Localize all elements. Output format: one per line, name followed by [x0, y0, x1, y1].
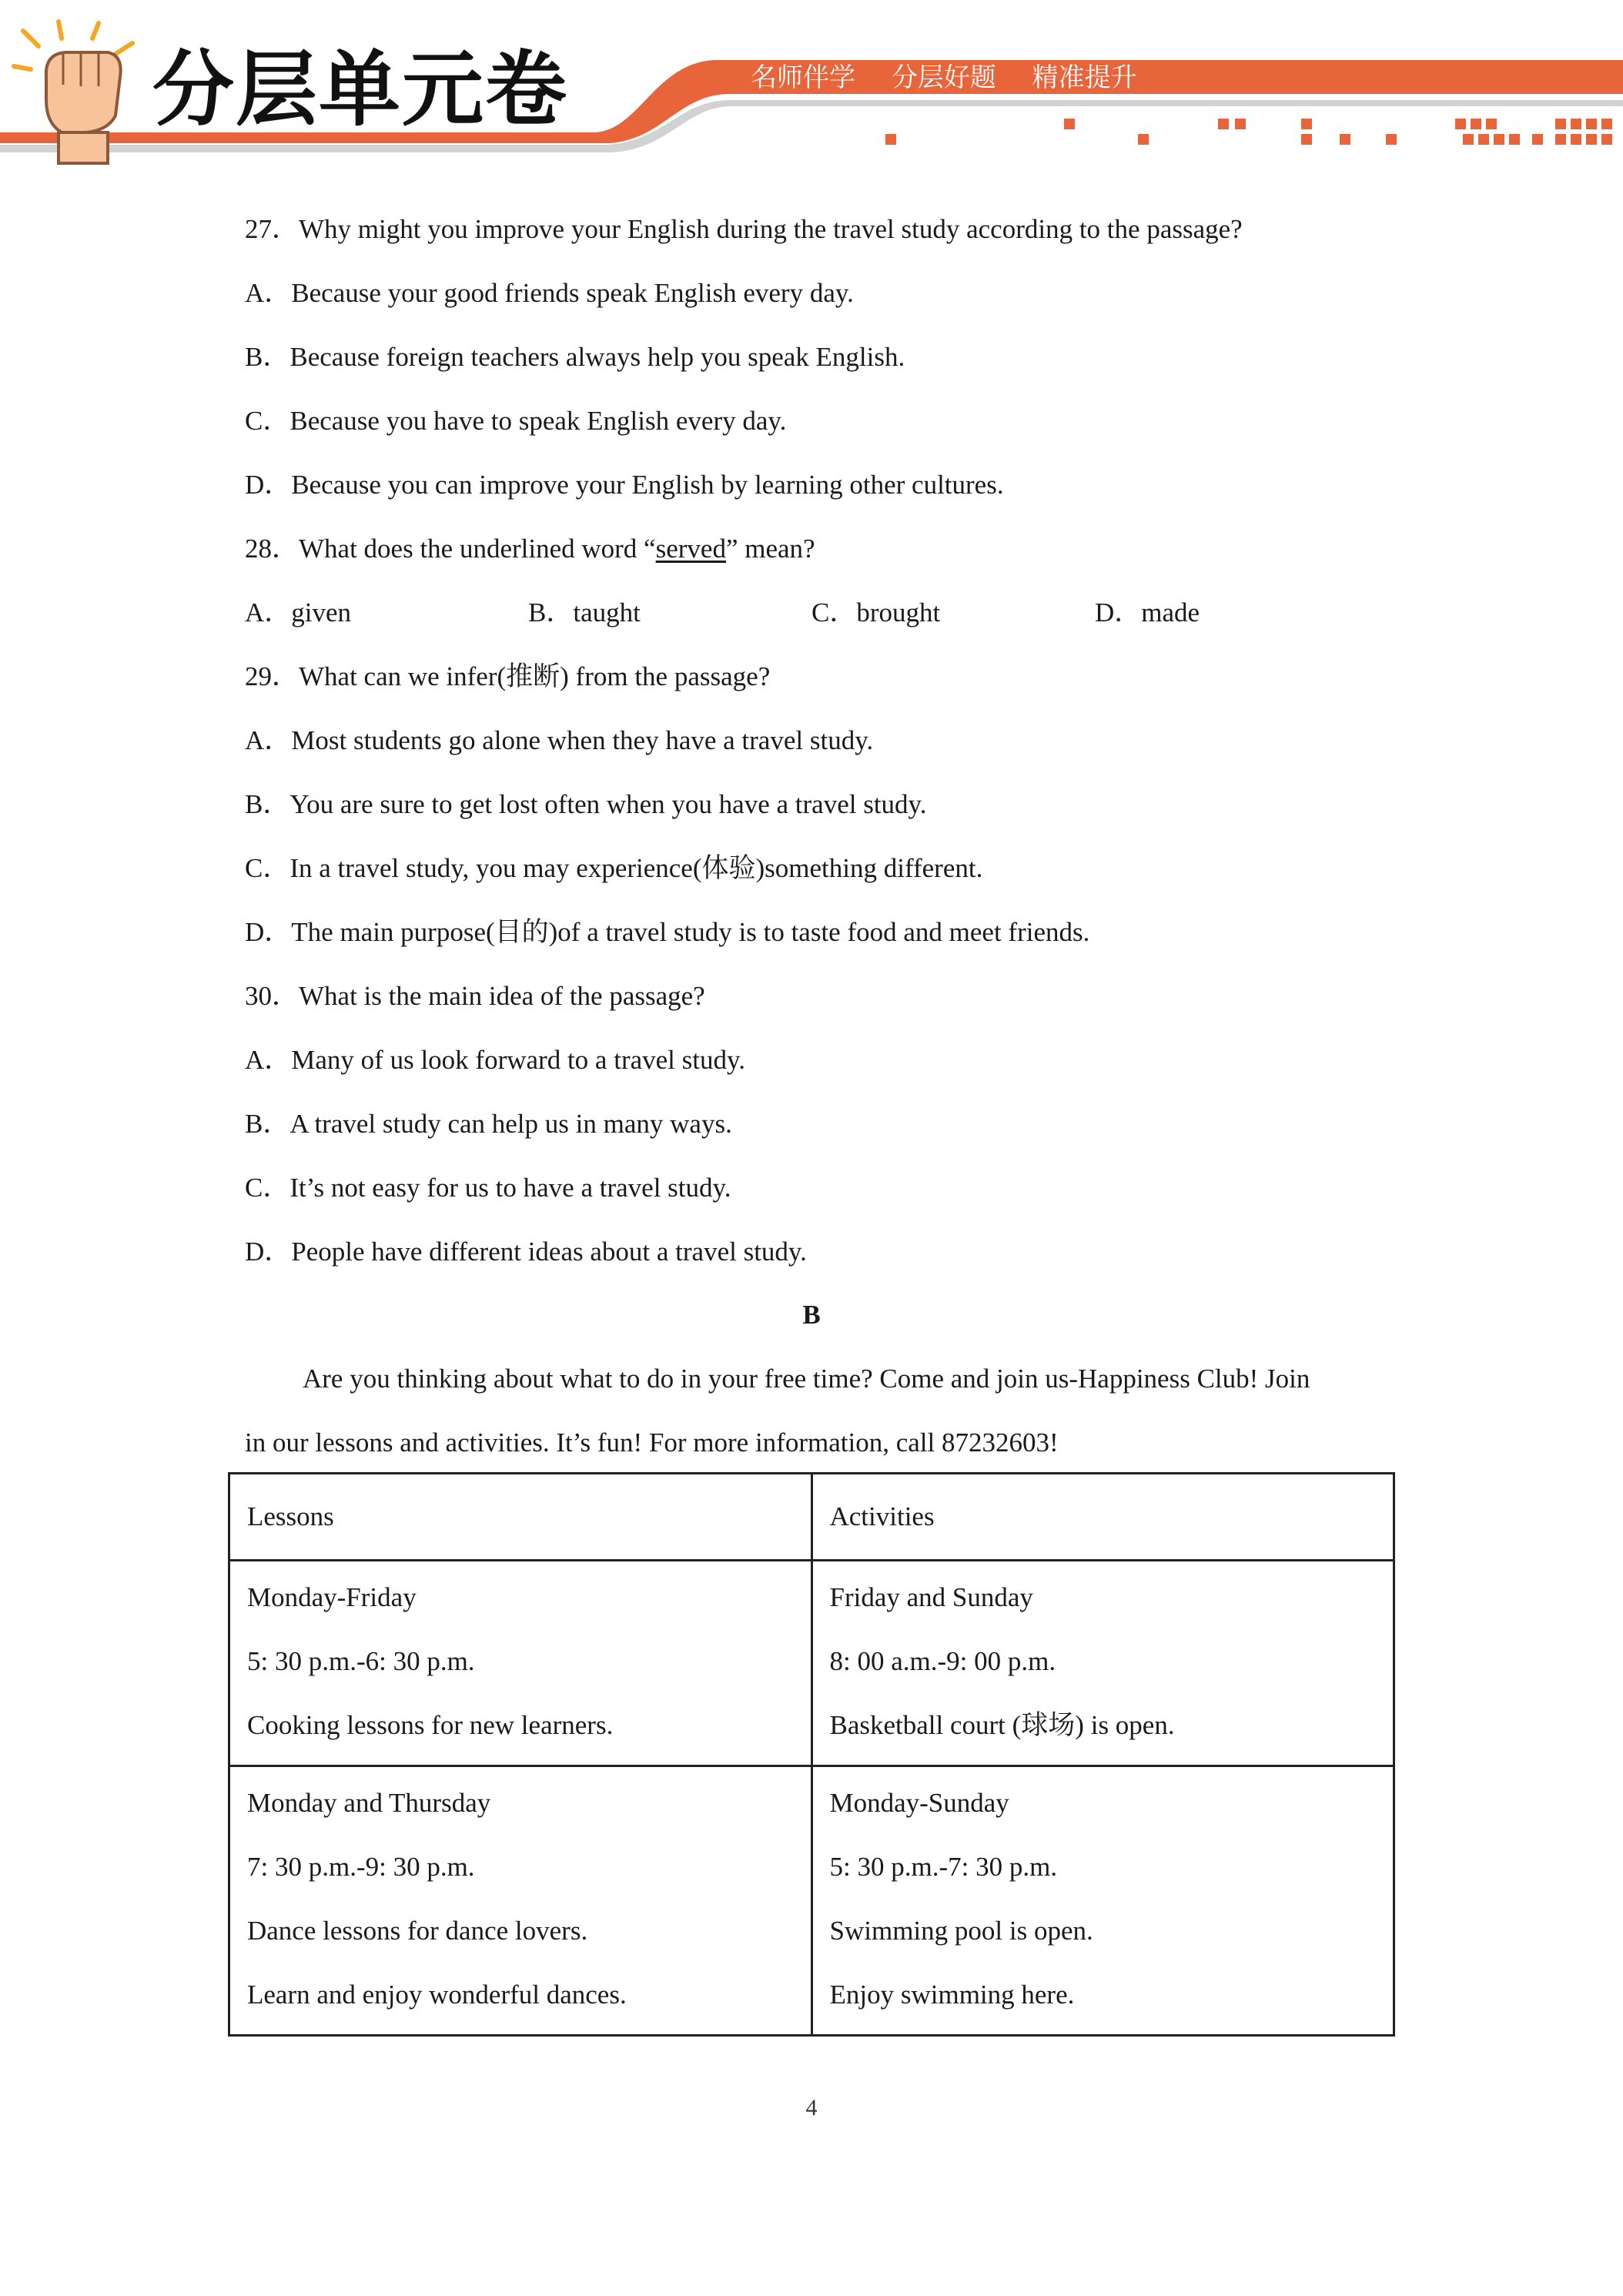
table-header-row: [229, 1474, 1394, 1561]
cell-line: Learn and enjoy wonderful dances.: [247, 1980, 627, 2010]
question-28-option-b: B．taught: [528, 597, 641, 628]
cell-line: 5: 30 p.m.-6: 30 p.m.: [247, 1646, 475, 1676]
question-30-stem: 30．What is the main idea of the passage?: [245, 981, 705, 1011]
cell-line: Friday and Sunday: [829, 1582, 1033, 1612]
cell-line: Enjoy swimming here.: [829, 1980, 1075, 2010]
question-29-option-a: A．Most students go alone when they have a travel study.: [245, 725, 874, 755]
header-slogans: [751, 60, 1165, 95]
table-header-lessons: [229, 1474, 812, 1561]
table-cell-lesson-2: [229, 1766, 812, 2036]
question-30-option-b: B．A travel study can help us in many ways.: [245, 1109, 732, 1139]
question-29-option-b: B．You are sure to get lost often when you have a travel study.: [245, 789, 927, 819]
question-29-option-d: D．The main purpose(目的)of a travel study is to taste food and meet friends.: [245, 917, 1090, 947]
question-30-option-c: C．It’s not easy for us to have a travel study.: [245, 1173, 731, 1203]
cell-line: Basketball court (球场) is open.: [829, 1710, 1175, 1740]
question-28-options: [245, 596, 1400, 630]
question-28-stem: [245, 532, 815, 566]
question-27-option-b: B．Because foreign teachers always help you speak English.: [245, 342, 905, 372]
table-cell-activity-1: [812, 1561, 1394, 1766]
cell-line: Cooking lessons for new learners.: [247, 1710, 614, 1740]
cell-line: 7: 30 p.m.-9: 30 p.m.: [247, 1852, 475, 1882]
question-28-option-a: A．given: [245, 597, 352, 628]
page-header: [0, 0, 1623, 166]
question-27-option-a: A．Because your good friends speak English every day.: [245, 278, 854, 308]
page-number: 4: [805, 2095, 818, 2120]
question-29-option-c: C．In a travel study, you may experience(体验)something different.: [245, 853, 983, 883]
cell-line: Monday-Sunday: [829, 1788, 1009, 1818]
cell-line: 5: 30 p.m.-7: 30 p.m.: [829, 1852, 1058, 1882]
table-header-activities: [812, 1474, 1394, 1561]
club-schedule-table: [228, 1472, 1395, 2037]
brand-title: 分层单元卷: [152, 42, 568, 137]
question-27-option-d: D．Because you can improve your English by learning other cultures.: [245, 470, 1004, 500]
question-30-option-a: A．Many of us look forward to a travel study.: [245, 1045, 745, 1075]
section-b-title: B: [802, 1300, 821, 1330]
slogan-1: 名师伴学: [751, 62, 855, 93]
header-lessons-text: Lessons: [247, 1501, 334, 1531]
cell-line: Monday and Thursday: [247, 1788, 491, 1818]
question-27-stem: 27．Why might you improve your English during the travel study according to the passage?: [245, 214, 1243, 244]
question-27-option-c: C．Because you have to speak English every day.: [245, 406, 787, 436]
section-b-intro-line-2: in our lessons and activities. It’s fun! For more information, call 87232603!: [245, 1427, 1059, 1458]
question-30-option-d: D．People have different ideas about a travel study.: [245, 1237, 807, 1267]
question-29-stem: 29．What can we infer(推断) from the passage?: [245, 661, 771, 691]
table-row: [229, 1766, 1394, 2036]
table-cell-lesson-1: [229, 1561, 812, 1766]
table-row: [229, 1561, 1394, 1766]
question-28-option-d: D．made: [1095, 597, 1200, 628]
header-activities-text: Activities: [829, 1501, 935, 1531]
cell-line: 8: 00 a.m.-9: 00 p.m.: [829, 1646, 1056, 1676]
question-28-option-c: C．brought: [812, 597, 941, 628]
underlined-word: served: [655, 534, 726, 564]
slogan-3: 精准提升: [1032, 62, 1137, 93]
fist-icon: [8, 15, 146, 169]
cell-line: Monday-Friday: [247, 1582, 417, 1612]
cell-line: Swimming pool is open.: [829, 1916, 1093, 1946]
cell-line: Dance lessons for dance lovers.: [247, 1916, 588, 1946]
section-b-intro-line-1: Are you thinking about what to do in your free time? Come and join us-Happiness Club! Join: [303, 1364, 1310, 1394]
question-28-stem-before: 28．What does the underlined word “: [245, 534, 656, 564]
question-28-stem-after: ” mean?: [725, 534, 815, 564]
slogan-2: 分层好题: [891, 62, 996, 93]
table-cell-activity-2: [812, 1766, 1394, 2036]
